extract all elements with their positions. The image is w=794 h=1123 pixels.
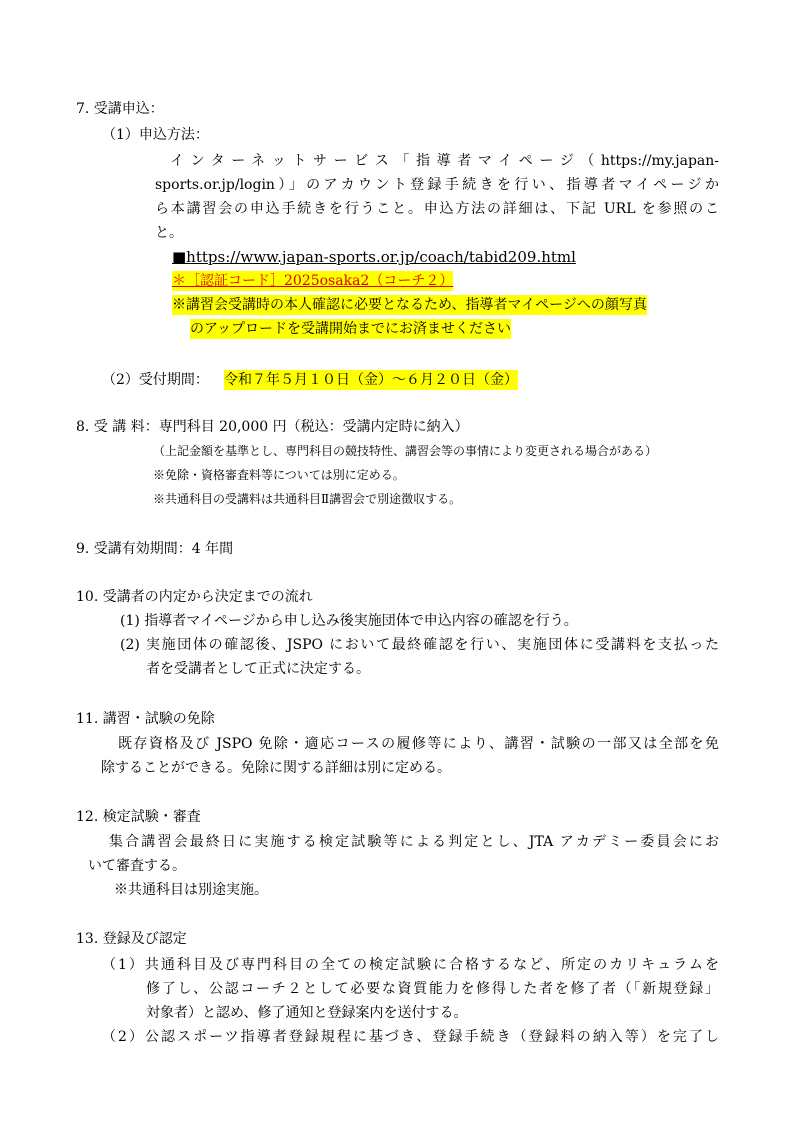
section-8-heading: 8. 受 講 料：専門科目 20,000 円（税込：受講内定時に納入） — [76, 419, 469, 435]
section-10-heading: 10. 受講者の内定から決定までの流れ — [76, 589, 313, 605]
section-12-heading: 12. 検定試験・審査 — [76, 809, 201, 825]
flow-item-2-line-2: 者を受講者として正式に決定する。 — [146, 661, 370, 677]
exam-line-1: 集合講習会最終日に実施する検定試験等による判定とし、JTA アカデミー委員会にお — [109, 834, 719, 850]
apply-method-line-2: sports.or.jp/login）」のアカウント登録手続きを行い、指導者マイページか — [155, 177, 719, 193]
registration-item-1-line-3: 対象者）と認め、修了通知と登録案内を送付する。 — [146, 1005, 468, 1021]
coach-info-link[interactable]: ■https://www.japan-sports.or.jp/coach/tabid209.html — [172, 248, 576, 266]
section-7-heading: 7. 受講申込： — [76, 101, 164, 117]
auth-code: ＊［認証コード］2025osaka2（コーチ２） — [172, 273, 454, 289]
registration-item-1-line-1: （1）共通科目及び専門科目の全ての検定試験に合格するなど、所定のカリキュラムを — [102, 957, 719, 973]
registration-item-2-line-1: （2）公認スポーツ指導者登録規程に基づき、登録手続き（登録料の納入等）を完了し — [102, 1029, 719, 1045]
fee-note-1: （上記金額を基準とし、専門科目の競技特性、講習会等の事情により変更される場合がある） — [153, 444, 658, 458]
exam-line-3: ※共通科目は別途実施。 — [114, 882, 268, 898]
section-13-heading: 13. 登録及び認定 — [76, 931, 187, 947]
apply-method-line-3: ら本講習会の申込手続きを行うこと。申込方法の詳細は、下記 URL を参照のこ — [155, 201, 719, 217]
exemption-line-2: 除することができる。免除に関する詳細は別に定める。 — [101, 760, 451, 776]
flow-item-2-line-1: (2) 実施団体の確認後、JSPO において最終確認を行い、実施団体に受講料を支払った — [120, 637, 719, 653]
registration-item-1-line-2: 修了し、公認コーチ２として必要な資質能力を修得した者を修了者（「新規登録」 — [146, 981, 719, 997]
photo-notice-line-1: ※講習会受講時の本人確認に必要となるため、指導者マイページへの顔写真 — [172, 297, 647, 313]
fee-note-2: ※免除・資格審査料等については別に定める。 — [153, 468, 405, 482]
photo-notice-line-2: のアップロードを受講開始までにお済ませください — [190, 321, 512, 337]
exam-line-2: いて審査する。 — [88, 858, 186, 874]
apply-method-line-1: インターネットサービス「指導者マイページ（https://my.japan- — [170, 153, 719, 169]
period-label: （2）受付期間： — [102, 372, 209, 388]
apply-method-label: （1）申込方法： — [102, 127, 209, 143]
apply-method-line-4: と。 — [155, 225, 183, 241]
section-11-heading: 11. 講習・試験の免除 — [76, 711, 215, 727]
period-value: 令和７年５月１０日（金）～６月２０日（金） — [224, 372, 518, 388]
fee-note-3: ※共通科目の受講料は共通科目Ⅱ講習会で別途徴収する。 — [153, 492, 462, 506]
exemption-line-1: 既存資格及び JSPO 免除・適応コースの履修等により、講習・試験の一部又は全部を免 — [118, 736, 719, 752]
section-9-heading: 9. 受講有効期間：4 年間 — [76, 541, 234, 557]
flow-item-1: (1) 指導者マイページから申し込み後実施団体で申込内容の確認を行う。 — [120, 613, 578, 629]
